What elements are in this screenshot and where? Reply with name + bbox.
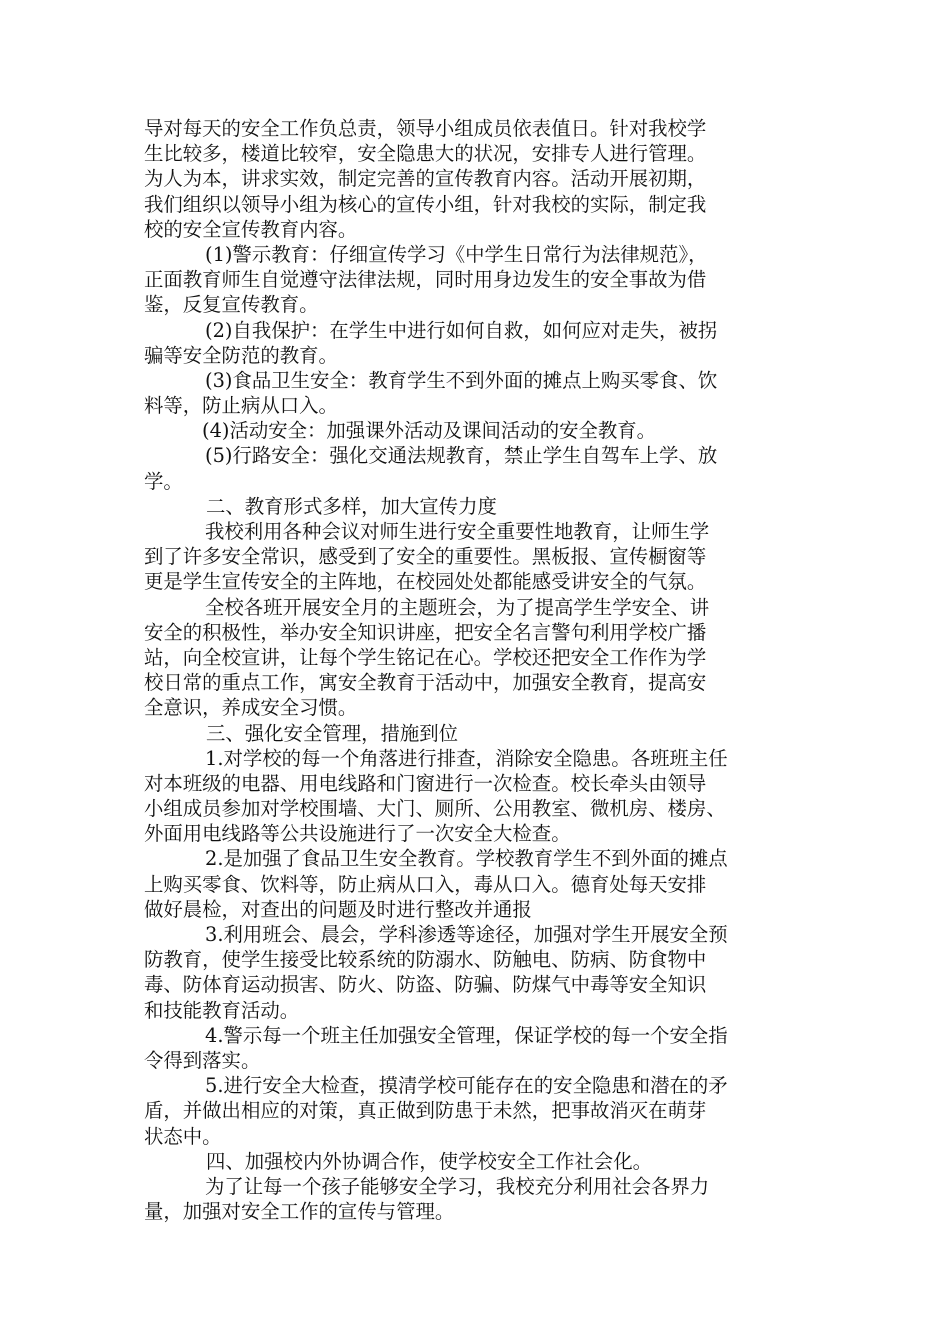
text-line: (1)警示教育：仔细宣传学习《中学生日常行为法律规范》， bbox=[205, 242, 708, 266]
text-line: 做好晨检，对查出的问题及时进行整改并通报 bbox=[144, 897, 532, 921]
text-line: (2)自我保护：在学生中进行如何自救，如何应对走失，被拐 bbox=[205, 318, 718, 342]
text-line: 二、教育形式多样，加大宣传力度 bbox=[206, 494, 497, 518]
text-line: 站，向全校宣讲，让每个学生铭记在心。学校还把安全工作作为学 bbox=[144, 645, 707, 669]
text-line: 料等，防止病从口入。 bbox=[144, 394, 338, 418]
text-line: (3)食品卫生安全：教育学生不到外面的摊点上购买零食、饮 bbox=[205, 368, 718, 392]
text-line: 5.进行安全大检查，摸清学校可能存在的安全隐患和潜在的矛 bbox=[205, 1074, 728, 1098]
text-line: 对本班级的电器、用电线路和门窗进行一次检查。校长牵头由领导 bbox=[144, 771, 707, 795]
text-line: 盾，并做出相应的对策，真正做到防患于未然，把事故消灭在萌芽 bbox=[144, 1099, 707, 1123]
text-line: 导对每天的安全工作负总责，领导小组成员依表值日。针对我校学 bbox=[144, 117, 707, 140]
text-line: 我们组织以领导小组为核心的宣传小组，针对我校的实际，制定我 bbox=[144, 192, 707, 216]
text-line: 安全的积极性，举办安全知识讲座，把安全名言警句利用学校广播 bbox=[144, 620, 707, 644]
text-line: 校的安全宣传教育内容。 bbox=[144, 217, 358, 241]
text-line: 为了让每一个孩子能够安全学习，我校充分利用社会各界力 bbox=[205, 1174, 710, 1198]
text-line: 学。 bbox=[144, 469, 183, 493]
text-line: 4.警示每一个班主任加强安全管理，保证学校的每一个安全指 bbox=[205, 1023, 728, 1047]
text-line: 小组成员参加对学校围墙、大门、厕所、公用教室、微机房、楼房、 bbox=[144, 797, 726, 821]
text-line: 到了许多安全常识，感受到了安全的重要性。黑板报、宣传橱窗等 bbox=[144, 545, 707, 569]
text-line: 外面用电线路等公共设施进行了一次安全大检查。 bbox=[144, 822, 571, 846]
text-line: 和技能教育活动。 bbox=[144, 998, 300, 1022]
text-line: 正面教育师生自觉遵守法律法规，同时用身边发生的安全事故为借 bbox=[144, 268, 707, 292]
text-line: 骗等安全防范的教育。 bbox=[144, 343, 338, 367]
text-line: 三、强化安全管理，措施到位 bbox=[206, 721, 459, 745]
text-line: 状态中。 bbox=[144, 1124, 222, 1148]
document-body bbox=[144, 116, 808, 1224]
text-line: 为人为本，讲求实效，制定完善的宣传教育内容。活动开展初期， bbox=[144, 167, 707, 191]
text-line: 3.利用班会、晨会，学科渗透等途径，加强对学生开展安全预 bbox=[205, 923, 728, 946]
text-line: 量，加强对安全工作的宣传与管理。 bbox=[144, 1200, 455, 1224]
text-line: 四、加强校内外协调合作，使学校安全工作社会化。 bbox=[206, 1149, 652, 1173]
text-line: 防教育，使学生接受比较系统的防溺水、防触电、防病、防食物中 bbox=[144, 948, 707, 972]
text-line: 鉴，反复宣传教育。 bbox=[144, 293, 319, 317]
text-line: 校日常的重点工作，寓安全教育于活动中，加强安全教育，提高安 bbox=[144, 671, 707, 695]
text-line: 2.是加强了食品卫生安全教育。学校教育学生不到外面的摊点 bbox=[205, 847, 728, 871]
text-line: (4)活动安全：加强课外活动及课间活动的安全教育。 bbox=[202, 419, 657, 443]
text-line: 上购买零食、饮料等，防止病从口入，毒从口入。德育处每天安排 bbox=[144, 872, 707, 896]
text-line: (5)行路安全：强化交通法规教育，禁止学生自驾车上学、放 bbox=[205, 444, 718, 468]
text-line: 令得到落实。 bbox=[144, 1048, 261, 1072]
text-line: 生比较多，楼道比较窄，安全隐患大的状况，安排专人进行管理。 bbox=[144, 142, 707, 166]
text-line: 更是学生宣传安全的主阵地，在校园处处都能感受讲安全的气氛。 bbox=[144, 570, 707, 594]
text-line: 全意识，养成安全习惯。 bbox=[144, 696, 358, 720]
text-line: 1.对学校的每一个角落进行排查，消除安全隐患。各班班主任 bbox=[205, 746, 728, 770]
text-line: 我校利用各种会议对师生进行安全重要性地教育，让师生学 bbox=[205, 520, 710, 543]
text-line: 毒、防体育运动损害、防火、防盗、防骗、防煤气中毒等安全知识 bbox=[144, 973, 707, 997]
text-line: 全校各班开展安全月的主题班会，为了提高学生学安全、讲 bbox=[205, 595, 710, 619]
